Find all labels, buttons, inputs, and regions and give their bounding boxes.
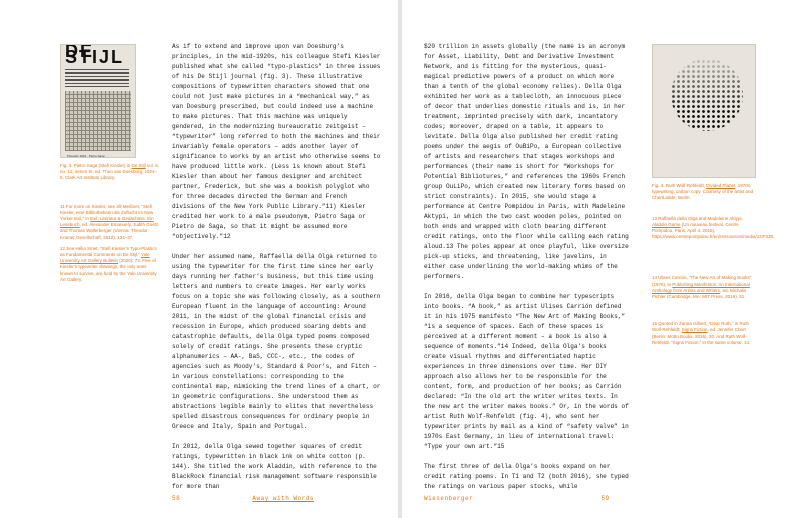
body-paragraph: The first three of della Olga’s books expand on her credit rating poems. In T1 and T2 (both 2016), she typed the ratings on various paper stocks, while [424, 463, 629, 490]
page-number-left: 58 [172, 495, 181, 502]
footnote-14: 14 Ulises Carrión, “The New Art of Making Books” (1975), in Publishing Manifestos: An International Anthology from Artists and Writers, ed. Michalis Pichler (Cambridge, MA: MIT Press, 2019), 51. [652, 275, 752, 300]
body-paragraph: In 2016, della Olga began to combine her typescripts into books. “A book,” as artist Ulises Carrión defined it in his 1975 manifesto “The New Art of Making Books,” “is a sequence of spaces. Each of these spaces is perceived at a different moment – a book is also a sequence of moments.”14 Indeed, della Olga’s books create visual rhythms and differentiated haptic experiences in three dimensions over time. Her DIY approach also allows her to be responsible for the content, form, and production of her books; as Carrión declared: “In the old art the writer writes texts. In the new art the writer makes books.” Or, in the words of artist Ruth Wolf-Rehfeldt (fig. 4), who sent her typewriter prints by mail as a kind of “safety valve” in 1970s East Germany, in lieu of international travel: “Type your own art.”15 [424, 293, 629, 450]
footnote-13: 13 Raffaella della Olga and Madeleine Aktypi, Aladdin Game (Un nouveau festival, Centre Pompidou, Paris, April 4, 2015), https://www.centrepompidou.fr/en/ressources/media/1zrF2Z5. [652, 215, 775, 240]
figure-3-caption: Fig. 3. Pietro Saga (Stefi Kiesler) in De Stijl vol. 6, no. 12, series XI, ed. Theo van Doesburg, 1924–5, Clark Art Institute Library. [60, 163, 160, 181]
right-page [402, 0, 800, 518]
left-folio [172, 495, 314, 502]
running-head-left: Away with Words [252, 495, 314, 502]
body-paragraph: In 2012, della Olga sewed together squares of credit ratings, typewritten in black ink on white cotton (p. 144). She titled the work Aladdin, with reference to the BlackRock financial risk management software responsible for more than [172, 443, 377, 490]
left-body-text [172, 42, 382, 502]
typo-plastic-artwork [65, 91, 131, 151]
de-stijl-figure [60, 44, 136, 158]
right-margin-column [652, 44, 775, 351]
body-paragraph: $20 trillion in assets globally (the name is an acronym for Asset, Liability, Debt and Derivative Investment Network, and is fitting for the mysterious, quasi-magical predictive powers of a product on which more than a tenth of the global economy relies). Della Olga exhibited her work as a tablecloth, an innocuous piece of decor that underlies domestic rituals and is, in her treatment, imprinted precisely with dark, incantatory codes; moreover, draped on a table, it appears to levitate. Della Olga also published her credit rating poems under the aegis of OuBiPo, a European collective of artists and researchers that stages workshops and performances (their name is short for “Workshops for Potential Bibliotures,” and references the 1960s French group OuLiPo, which created new literary forms based on strict constraints). In 2015, she would stage a performance at Centre Pompidou in Paris, with Madeleine Aktypi, in which the two cast wooden poles, pointed on both ends and wrapped with cloth bearing different credit ratings, onto the floor while calling each rating aloud.13 The poles appear at once playful, like oversize pick-up sticks, and threatening, like javelins, in either case underlining the world-making whims of the performers. [424, 43, 629, 280]
divided-planet-figure [652, 44, 756, 178]
cover-text-lines [65, 69, 129, 89]
dotted-circle-artwork [671, 59, 743, 131]
right-folio [424, 495, 610, 502]
de-stijl-cover-title: DE STIJL [65, 44, 125, 68]
figure-4-caption: Fig. 4. Ruth Wolf-Rehfeldt, Divided Planet, 1970s, typewriting, carbon copy. Courtesy of the artist and ChertLüdde, Berlin. [652, 183, 753, 201]
right-body-text [424, 42, 630, 502]
left-margin-column [60, 44, 160, 288]
running-head-right: Wiesenberger [424, 495, 474, 502]
left-page [0, 0, 398, 518]
cover-artwork-label: Phonetic 1924 · Pietro Saga [67, 154, 105, 158]
footnote-11: 11 For more on Kiesler, see Jill Meißner, “Stefi Kiesler, eine Bibliothekarin als Zuflucht im New Yorker Exil,” in Exil: Literatur & Gedächtnis: Ein Lesebuch, ed. Alexander Emanuely, Judith Goetz, and Thomas Wallerberger (Vienna: Theodor Kramer Gesellschaft, 2012), 134–37. [60, 203, 160, 240]
footnote-15: 15 Quoted in Zanna Gilbert, “Dear Ruth,” in Ruth Wolf-Rehfeldt: Signs Fiction, ed. Jennifer Chert (Berlin: Motto Books, 2016), 20. And Ruth Wolf-Rehfeldt, “Signs Fiction,” in the same volume, 14. [652, 321, 751, 345]
footnote-12: 12 See Hélia Smet, “Stefi Kiesler’s Typo-Plastics as Fundamental Comments on De Stijl,” Yale University Art Gallery Bulletin (2020): 73. Five of Kiesler’s typewriter drawings, the only ones known to survive, are held by the Yale University Art Gallery. [60, 245, 157, 282]
body-paragraph: Under her assumed name, Raffaella della Olga returned to using the typewriter for the first time since her early days running her father’s business, but this time using letters and numbers to create images. Her early works focus on a topic she was following closely, as a southern European fluent in the language of accounting: Around 2011, in the midst of the global financial crisis and recession in Europe, which produced soaring debts and catastrophic defaults, della Olga typed poems composed solely of credit ratings. She presents these cryptic alphanumerics – AA-, BaS, CCC-, etc., the codes of agencies such as Moody’s, Standard & Poor’s, and Fitch – in various constellations: corresponding to the continental map, mimicking the trend lines of a chart, or in geometric configurations. She understood them as abstractions legible mainly to elites that nevertheless spelled disastrous consequences for ordinary people in Greece and Italy, Spain and Portugal. [172, 253, 381, 430]
page-number-right: 59 [601, 495, 610, 502]
body-paragraph: As if to extend and improve upon van Doesburg’s principles, in the mid-1920s, his colleague Stefi Kiesler published what she called “typo-plastics” in three issues of his De Stijl journal (fig. 3). These illustrative compositions of typewritten characters showed that one could not just make pictures in a “mechanical way,” as van Doesburg prescribed, but could indeed use a machine to make pictures. That this machine was uniquely gendered, in the modernizing bureaucratic zeitgeist – “typewriter” long referred to both the machines and their invariably female operators – adds another layer of significance to works by an artist who otherwise seems to have produced little work. (Less is known about Stefi Kiesler than about her famous designer and architect partner, Frederick, but she was a bookish polyglot who for three decades directed the German and French divisions of the New York Public Library.”11) Kiesler credited her work to a male pseudonym, Pietro Saga or Pietro de Saga, so that it might be assumed more “objectively.”12 [172, 43, 381, 240]
